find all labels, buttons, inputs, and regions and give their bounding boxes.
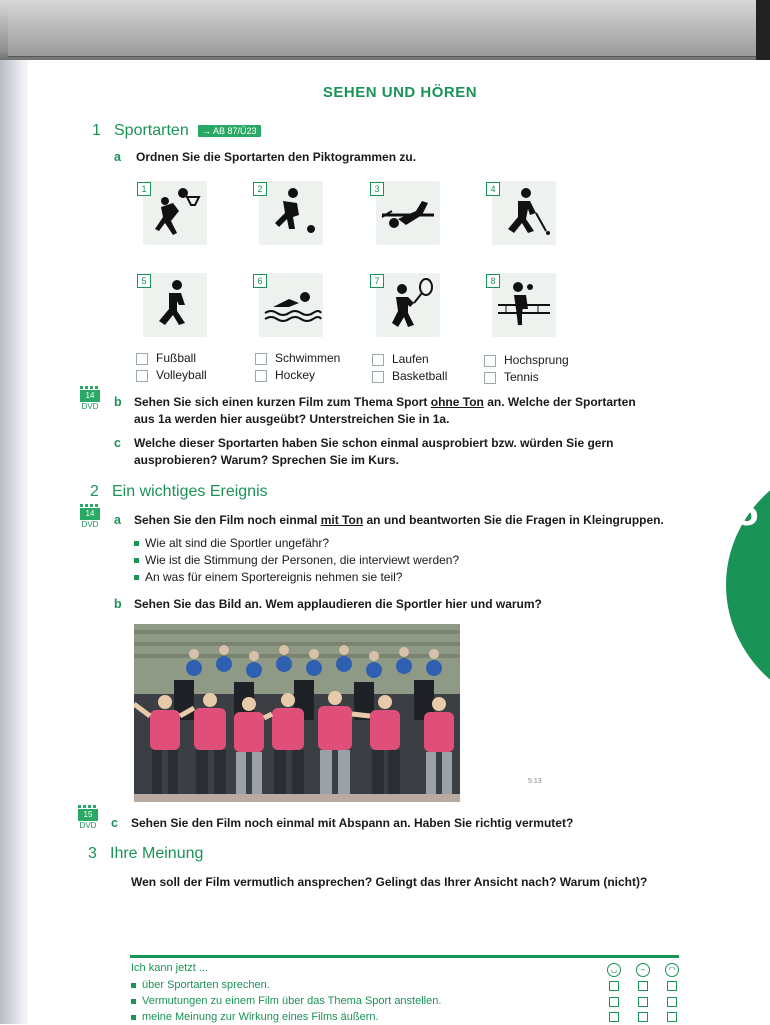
pictogram-4 [492, 181, 556, 245]
task-1a-label: a [114, 150, 121, 164]
bullet-list [134, 535, 459, 586]
pictogram-number: 6 [253, 274, 267, 288]
pictogram-number: 2 [253, 182, 267, 196]
football-icon [259, 181, 323, 245]
pictogram-number: 8 [486, 274, 500, 288]
photo-athletes-applauding [134, 624, 460, 802]
dvd-icon: 14 [80, 390, 100, 402]
crowd-photo [134, 624, 460, 802]
list-item: über Sportarten sprechen. [131, 977, 441, 993]
option-fussball[interactable]: Fußball [136, 351, 196, 365]
dvd-icon: 14 [80, 508, 100, 520]
checkbox[interactable] [136, 370, 148, 382]
scan-right-edge [756, 0, 770, 60]
task-1c-text: Welche dieser Sportarten haben Sie schon einmal ausprobiert bzw. würden Sie gern ausprobieren? Warum? Sprechen Sie im Kurs. [134, 436, 614, 467]
pictogram-number: 7 [370, 274, 384, 288]
dvd-marker: 14 DVD [81, 391, 99, 411]
self-assessment-checkbox[interactable] [638, 981, 648, 991]
volleyball-icon [492, 273, 556, 337]
high-jump-icon [376, 181, 440, 245]
option-tennis[interactable]: Tennis [484, 370, 539, 384]
pictogram-5 [143, 273, 207, 337]
pictogram-3 [376, 181, 440, 245]
task-1b-text: Sehen Sie sich einen kurzen Film zum Thema Sport ohne Ton an. Welche der Sportarten aus 1a werden hier ausgeübt? Unterstreichen Sie in 1a. [134, 395, 636, 426]
checkbox[interactable] [136, 353, 148, 365]
task-2a-label: a [114, 513, 121, 527]
option-basketball[interactable]: Basketball [372, 369, 447, 383]
sad-face-icon: ◠ [665, 963, 679, 977]
task-1c-label: c [114, 436, 121, 450]
running-icon [143, 273, 207, 337]
hockey-icon [492, 181, 556, 245]
checkbox[interactable] [372, 354, 384, 366]
pictogram-number: 1 [137, 182, 151, 196]
neutral-face-icon: – [636, 963, 650, 977]
option-hockey[interactable]: Hockey [255, 368, 315, 382]
self-assessment-checkbox[interactable] [638, 1012, 648, 1022]
section-2-number: 2 [90, 483, 99, 500]
section-1-number: 1 [92, 122, 101, 139]
self-assessment-checkbox[interactable] [667, 1012, 677, 1022]
happy-face-icon: ◡ [607, 963, 621, 977]
checkbox[interactable] [372, 371, 384, 383]
section-3-text: Wen soll der Film vermutlich ansprechen? Gelingt das Ihrer Ansicht nach? Warum (nicht)? [131, 875, 648, 889]
self-assessment-checkbox[interactable] [609, 981, 619, 991]
self-assessment-checkbox[interactable] [638, 997, 648, 1007]
checkbox[interactable] [484, 372, 496, 384]
checkbox[interactable] [255, 353, 267, 365]
list-item: Vermutungen zu einem Film über das Thema Sport anstellen. [131, 993, 441, 1009]
pictogram-6 [259, 273, 323, 337]
self-assessment-checkbox[interactable] [667, 981, 677, 991]
task-2b-text: Sehen Sie das Bild an. Wem applaudieren die Sportler hier und warum? [134, 597, 542, 611]
list-item: meine Meinung zur Wirkung eines Films äußern. [131, 1009, 441, 1025]
pictogram-number: 4 [486, 182, 500, 196]
option-laufen[interactable]: Laufen [372, 352, 429, 366]
option-volleyball[interactable]: Volleyball [136, 368, 207, 382]
dvd-marker: 14 DVD [81, 509, 99, 529]
option-hochsprung[interactable]: Hochsprung [484, 353, 569, 367]
dvd-marker: 15 DVD [79, 810, 97, 830]
checkbox[interactable] [255, 370, 267, 382]
footer-divider [130, 955, 679, 958]
list-item: An was für einem Sportereignis nehmen sie teil? [134, 569, 459, 586]
pictogram-1 [143, 181, 207, 245]
list-item: Wie ist die Stimmung der Personen, die interviewt werden? [134, 552, 459, 569]
task-1a-text: Ordnen Sie die Sportarten den Piktogrammen zu. [136, 150, 417, 164]
option-schwimmen[interactable]: Schwimmen [255, 351, 340, 365]
self-assessment-checkbox[interactable] [667, 997, 677, 1007]
page-title: SEHEN UND HÖREN [322, 84, 478, 101]
photo-credit-mark: 5.13 [528, 778, 542, 785]
self-assessment-checkbox[interactable] [609, 997, 619, 1007]
section-1-title: Sportarten [114, 122, 189, 139]
section-2-title: Ein wichtiges Ereignis [112, 483, 268, 500]
checkbox[interactable] [484, 355, 496, 367]
book-spine-shadow [0, 60, 28, 1024]
basketball-icon [143, 181, 207, 245]
scan-top-edge [0, 0, 770, 60]
chapter-number: 5 [736, 490, 759, 534]
footer-heading: Ich kann jetzt ... [131, 962, 209, 974]
pictogram-7 [376, 273, 440, 337]
dvd-icon: 15 [78, 809, 98, 821]
task-2c-label: c [111, 816, 118, 830]
section-3-number: 3 [88, 845, 97, 862]
task-2b-label: b [114, 597, 122, 611]
workbook-reference-badge: → AB 87/Ü23 [198, 125, 261, 137]
pictogram-number: 3 [370, 182, 384, 196]
pictogram-2 [259, 181, 323, 245]
pictogram-8 [492, 273, 556, 337]
section-3-title: Ihre Meinung [110, 845, 204, 862]
pictogram-number: 5 [137, 274, 151, 288]
self-assessment-checkbox[interactable] [609, 1012, 619, 1022]
task-2a-text: Sehen Sie den Film noch einmal mit Ton an und beantworten Sie die Fragen in Kleingruppen. [134, 513, 664, 527]
tennis-icon [376, 273, 440, 337]
can-do-list [131, 977, 441, 1025]
task-1b-label: b [114, 395, 122, 409]
task-2c-text: Sehen Sie den Film noch einmal mit Abspann an. Haben Sie richtig vermutet? [131, 816, 574, 830]
list-item: Wie alt sind die Sportler ungefähr? [134, 535, 459, 552]
swimming-icon [259, 273, 323, 337]
scan-top-inner [8, 8, 756, 57]
